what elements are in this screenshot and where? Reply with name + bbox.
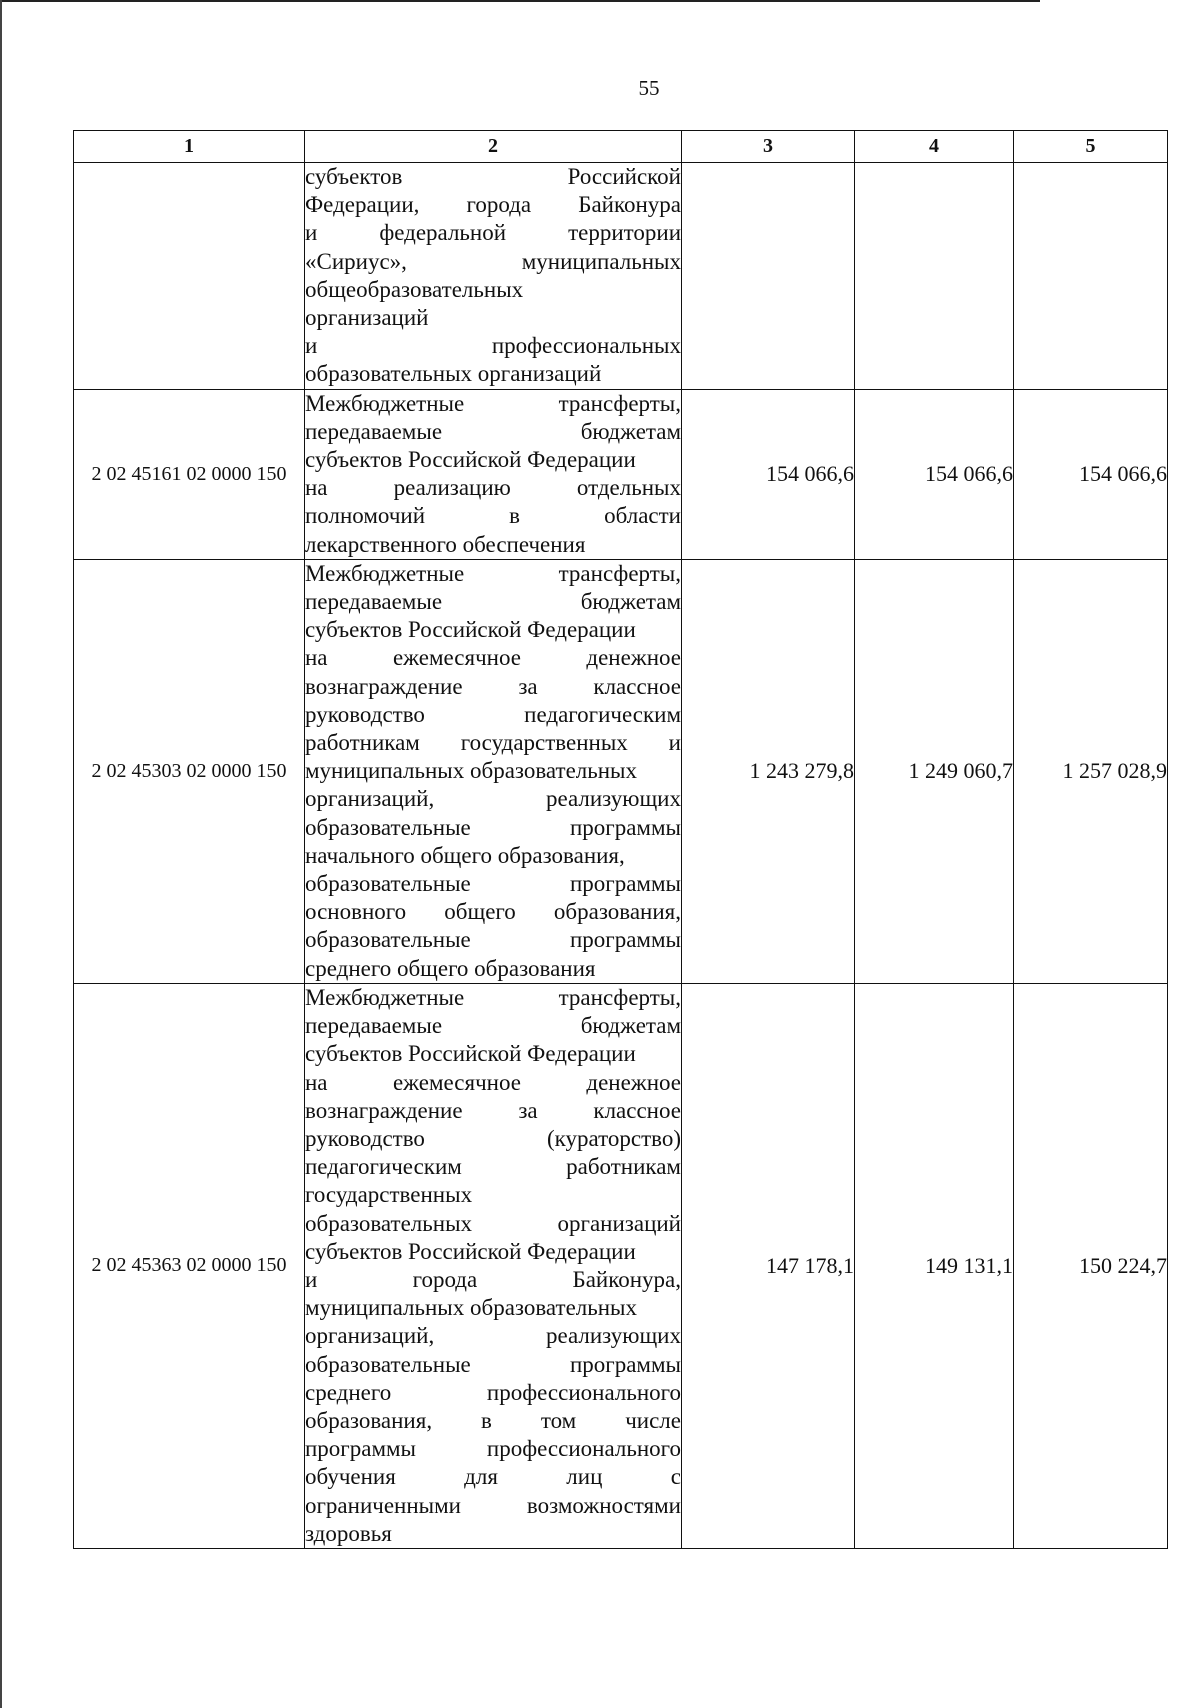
- description-cell: [305, 389, 682, 559]
- table-row: [74, 983, 1168, 1548]
- description-word: на: [305, 475, 328, 501]
- description-word: организаций: [557, 1210, 681, 1236]
- description-word: реализацию: [393, 475, 511, 501]
- description-word: города: [466, 192, 532, 218]
- description-line: [305, 163, 681, 191]
- description-word: программы: [569, 1351, 681, 1377]
- description-word: лекарственного обеспечения: [305, 531, 586, 557]
- description-word: города: [412, 1266, 478, 1292]
- description-word: территории: [568, 220, 681, 246]
- description-word: государственных: [305, 1182, 473, 1208]
- description-word: возможностями: [526, 1492, 681, 1518]
- description-word: в: [481, 1407, 492, 1433]
- description-word: и: [305, 333, 318, 359]
- description-word: программы: [305, 1436, 417, 1462]
- description-word: и: [305, 220, 318, 246]
- amount-year-3-cell: 154 066,6: [1014, 389, 1168, 559]
- description-cell: [305, 559, 682, 983]
- description-line: [305, 1463, 681, 1491]
- column-header-3: 3: [682, 131, 855, 163]
- description-line: [305, 1351, 681, 1379]
- description-line: [305, 1238, 681, 1266]
- description-word: и: [668, 730, 681, 756]
- description-word: программы: [569, 814, 681, 840]
- table-header-row: [74, 131, 1168, 163]
- description-word: Байконура: [578, 192, 681, 218]
- scan-edge-left: [0, 0, 2, 1708]
- description-line: [305, 955, 681, 983]
- description-line: [305, 1266, 681, 1294]
- description-word: руководство: [305, 701, 425, 727]
- description-word: Федерации,: [305, 192, 420, 218]
- description-word: субъектов Российской Федерации: [305, 617, 636, 643]
- description-line: [305, 1181, 681, 1209]
- description-line: [305, 644, 681, 672]
- description-line: [305, 1012, 681, 1040]
- description-word: ежемесячное: [392, 645, 521, 671]
- description-word: вознаграждение: [305, 673, 463, 699]
- description-word: образовательные: [305, 814, 471, 840]
- description-line: [305, 616, 681, 644]
- description-line: [305, 870, 681, 898]
- description-line: [305, 1294, 681, 1322]
- budget-code-cell: [74, 163, 305, 390]
- description-word: Межбюджетные: [305, 560, 465, 586]
- description-word: полномочий: [305, 503, 425, 529]
- description-word: профессиональных: [491, 333, 681, 359]
- description-line: [305, 248, 681, 276]
- description-word: числе: [625, 1407, 681, 1433]
- description-line: [305, 1492, 681, 1520]
- amount-year-1-cell: 1 243 279,8: [682, 559, 855, 983]
- amount-year-3-cell: 1 257 028,9: [1014, 559, 1168, 983]
- description-line: [305, 1435, 681, 1463]
- description-word: общеобразовательных: [305, 276, 524, 302]
- description-word: за: [518, 1097, 538, 1123]
- column-header-1: 1: [74, 131, 305, 163]
- description-word: бюджетам: [580, 589, 681, 615]
- description-line: [305, 1520, 681, 1548]
- description-line: [305, 588, 681, 616]
- description-cell: [305, 983, 682, 1548]
- description-word: программы: [569, 871, 681, 897]
- description-word: на: [305, 645, 328, 671]
- description-word: образования,: [553, 899, 681, 925]
- description-word: начального общего образования,: [305, 842, 625, 868]
- description-word: области: [604, 503, 681, 529]
- description-line: [305, 1125, 681, 1153]
- description-word: классное: [593, 673, 681, 699]
- description-word: реализующих: [546, 786, 681, 812]
- description-word: для: [464, 1464, 498, 1490]
- description-word: в: [509, 503, 520, 529]
- description-line: [305, 474, 681, 502]
- description-word: Межбюджетные: [305, 984, 465, 1010]
- description-word: том: [540, 1407, 577, 1433]
- description-word: бюджетам: [580, 418, 681, 444]
- description-line: [305, 1097, 681, 1125]
- description-line: [305, 729, 681, 757]
- table-row: [74, 389, 1168, 559]
- description-word: денежное: [586, 1069, 681, 1095]
- table-row: [74, 163, 1168, 390]
- description-line: [305, 276, 681, 304]
- description-line: [305, 785, 681, 813]
- amount-year-2-cell: 149 131,1: [855, 983, 1014, 1548]
- description-word: среднего общего образования: [305, 955, 596, 981]
- description-word: Байконура,: [572, 1266, 681, 1292]
- scan-edge-top: [0, 0, 1040, 2]
- description-word: образовательных организаций: [305, 361, 602, 387]
- description-line: [305, 926, 681, 954]
- description-word: классное: [593, 1097, 681, 1123]
- table-body: [74, 163, 1168, 1549]
- description-word: ограниченными: [305, 1492, 461, 1518]
- description-word: образовательных: [305, 1210, 473, 1236]
- description-line: [305, 1322, 681, 1350]
- description-line: [305, 1040, 681, 1068]
- description-line: [305, 984, 681, 1012]
- description-word: муниципальных: [521, 248, 681, 274]
- description-word: трансферты,: [558, 984, 681, 1010]
- description-word: субъектов Российской Федерации: [305, 1238, 636, 1264]
- description-word: образовательные: [305, 927, 471, 953]
- column-header-5: 5: [1014, 131, 1168, 163]
- description-word: работникам: [305, 730, 420, 756]
- description-line: [305, 531, 681, 559]
- description-word: за: [518, 673, 538, 699]
- description-word: организаций: [305, 305, 429, 331]
- description-word: трансферты,: [558, 390, 681, 416]
- description-line: [305, 1407, 681, 1435]
- description-line: [305, 1379, 681, 1407]
- description-word: трансферты,: [558, 560, 681, 586]
- description-word: организаций,: [305, 1323, 435, 1349]
- description-word: и: [305, 1266, 318, 1292]
- description-word: профессионального: [486, 1379, 681, 1405]
- description-word: среднего: [305, 1379, 392, 1405]
- description-word: Межбюджетные: [305, 390, 465, 416]
- description-word: педагогическим: [524, 701, 681, 727]
- description-word: передаваемые: [305, 1013, 443, 1039]
- description-line: [305, 332, 681, 360]
- description-word: Российской: [567, 164, 681, 189]
- budget-code-cell: 2 02 45161 02 0000 150: [74, 389, 305, 559]
- description-line: [305, 757, 681, 785]
- description-line: [305, 1069, 681, 1097]
- description-word: вознаграждение: [305, 1097, 463, 1123]
- description-word: государственных: [460, 730, 628, 756]
- description-word: (кураторство): [547, 1125, 681, 1151]
- description-word: здоровья: [305, 1520, 392, 1546]
- description-word: с: [670, 1464, 681, 1490]
- amount-year-2-cell: 1 249 060,7: [855, 559, 1014, 983]
- column-header-4: 4: [855, 131, 1014, 163]
- description-cell: [305, 163, 682, 390]
- budget-code-cell: 2 02 45303 02 0000 150: [74, 559, 305, 983]
- description-line: [305, 898, 681, 926]
- page-number: 55: [638, 76, 660, 100]
- description-word: работникам: [566, 1154, 681, 1180]
- column-header-2: 2: [305, 131, 682, 163]
- description-word: лиц: [566, 1464, 603, 1490]
- table-row: [74, 559, 1168, 983]
- description-line: [305, 191, 681, 219]
- description-word: общего: [444, 899, 516, 925]
- budget-table: [73, 130, 1168, 1549]
- description-word: реализующих: [546, 1323, 681, 1349]
- amount-year-1-cell: [682, 163, 855, 390]
- description-line: [305, 219, 681, 247]
- budget-code-cell: 2 02 45363 02 0000 150: [74, 983, 305, 1548]
- description-word: бюджетам: [580, 1013, 681, 1039]
- description-word: образования,: [305, 1407, 433, 1433]
- description-word: муниципальных образовательных: [305, 1295, 638, 1321]
- description-line: [305, 1210, 681, 1238]
- description-line: [305, 360, 681, 388]
- description-line: [305, 814, 681, 842]
- description-line: [305, 1153, 681, 1181]
- description-word: программы: [569, 927, 681, 953]
- amount-year-2-cell: 154 066,6: [855, 389, 1014, 559]
- description-word: обучения: [305, 1464, 396, 1490]
- description-word: ежемесячное: [392, 1069, 521, 1095]
- description-line: [305, 701, 681, 729]
- description-word: передаваемые: [305, 589, 443, 615]
- description-word: передаваемые: [305, 418, 443, 444]
- description-line: [305, 304, 681, 332]
- description-word: федеральной: [379, 220, 507, 246]
- description-line: [305, 502, 681, 530]
- description-line: [305, 418, 681, 446]
- description-word: руководство: [305, 1125, 425, 1151]
- description-word: денежное: [586, 645, 681, 671]
- description-word: образовательные: [305, 871, 471, 897]
- description-line: [305, 842, 681, 870]
- description-word: субъектов: [305, 164, 403, 189]
- description-word: муниципальных образовательных: [305, 758, 638, 784]
- description-word: отдельных: [576, 475, 681, 501]
- description-word: образовательные: [305, 1351, 471, 1377]
- description-word: на: [305, 1069, 328, 1095]
- description-line: [305, 560, 681, 588]
- description-word: субъектов Российской Федерации: [305, 447, 636, 473]
- description-word: основного: [305, 899, 407, 925]
- amount-year-2-cell: [855, 163, 1014, 390]
- amount-year-3-cell: 150 224,7: [1014, 983, 1168, 1548]
- description-line: [305, 390, 681, 418]
- description-word: субъектов Российской Федерации: [305, 1041, 636, 1067]
- description-word: профессионального: [486, 1436, 681, 1462]
- amount-year-3-cell: [1014, 163, 1168, 390]
- amount-year-1-cell: 147 178,1: [682, 983, 855, 1548]
- description-line: [305, 673, 681, 701]
- description-line: [305, 446, 681, 474]
- description-word: организаций,: [305, 786, 435, 812]
- amount-year-1-cell: 154 066,6: [682, 389, 855, 559]
- description-word: «Сириус»,: [305, 248, 407, 274]
- description-word: педагогическим: [305, 1154, 462, 1180]
